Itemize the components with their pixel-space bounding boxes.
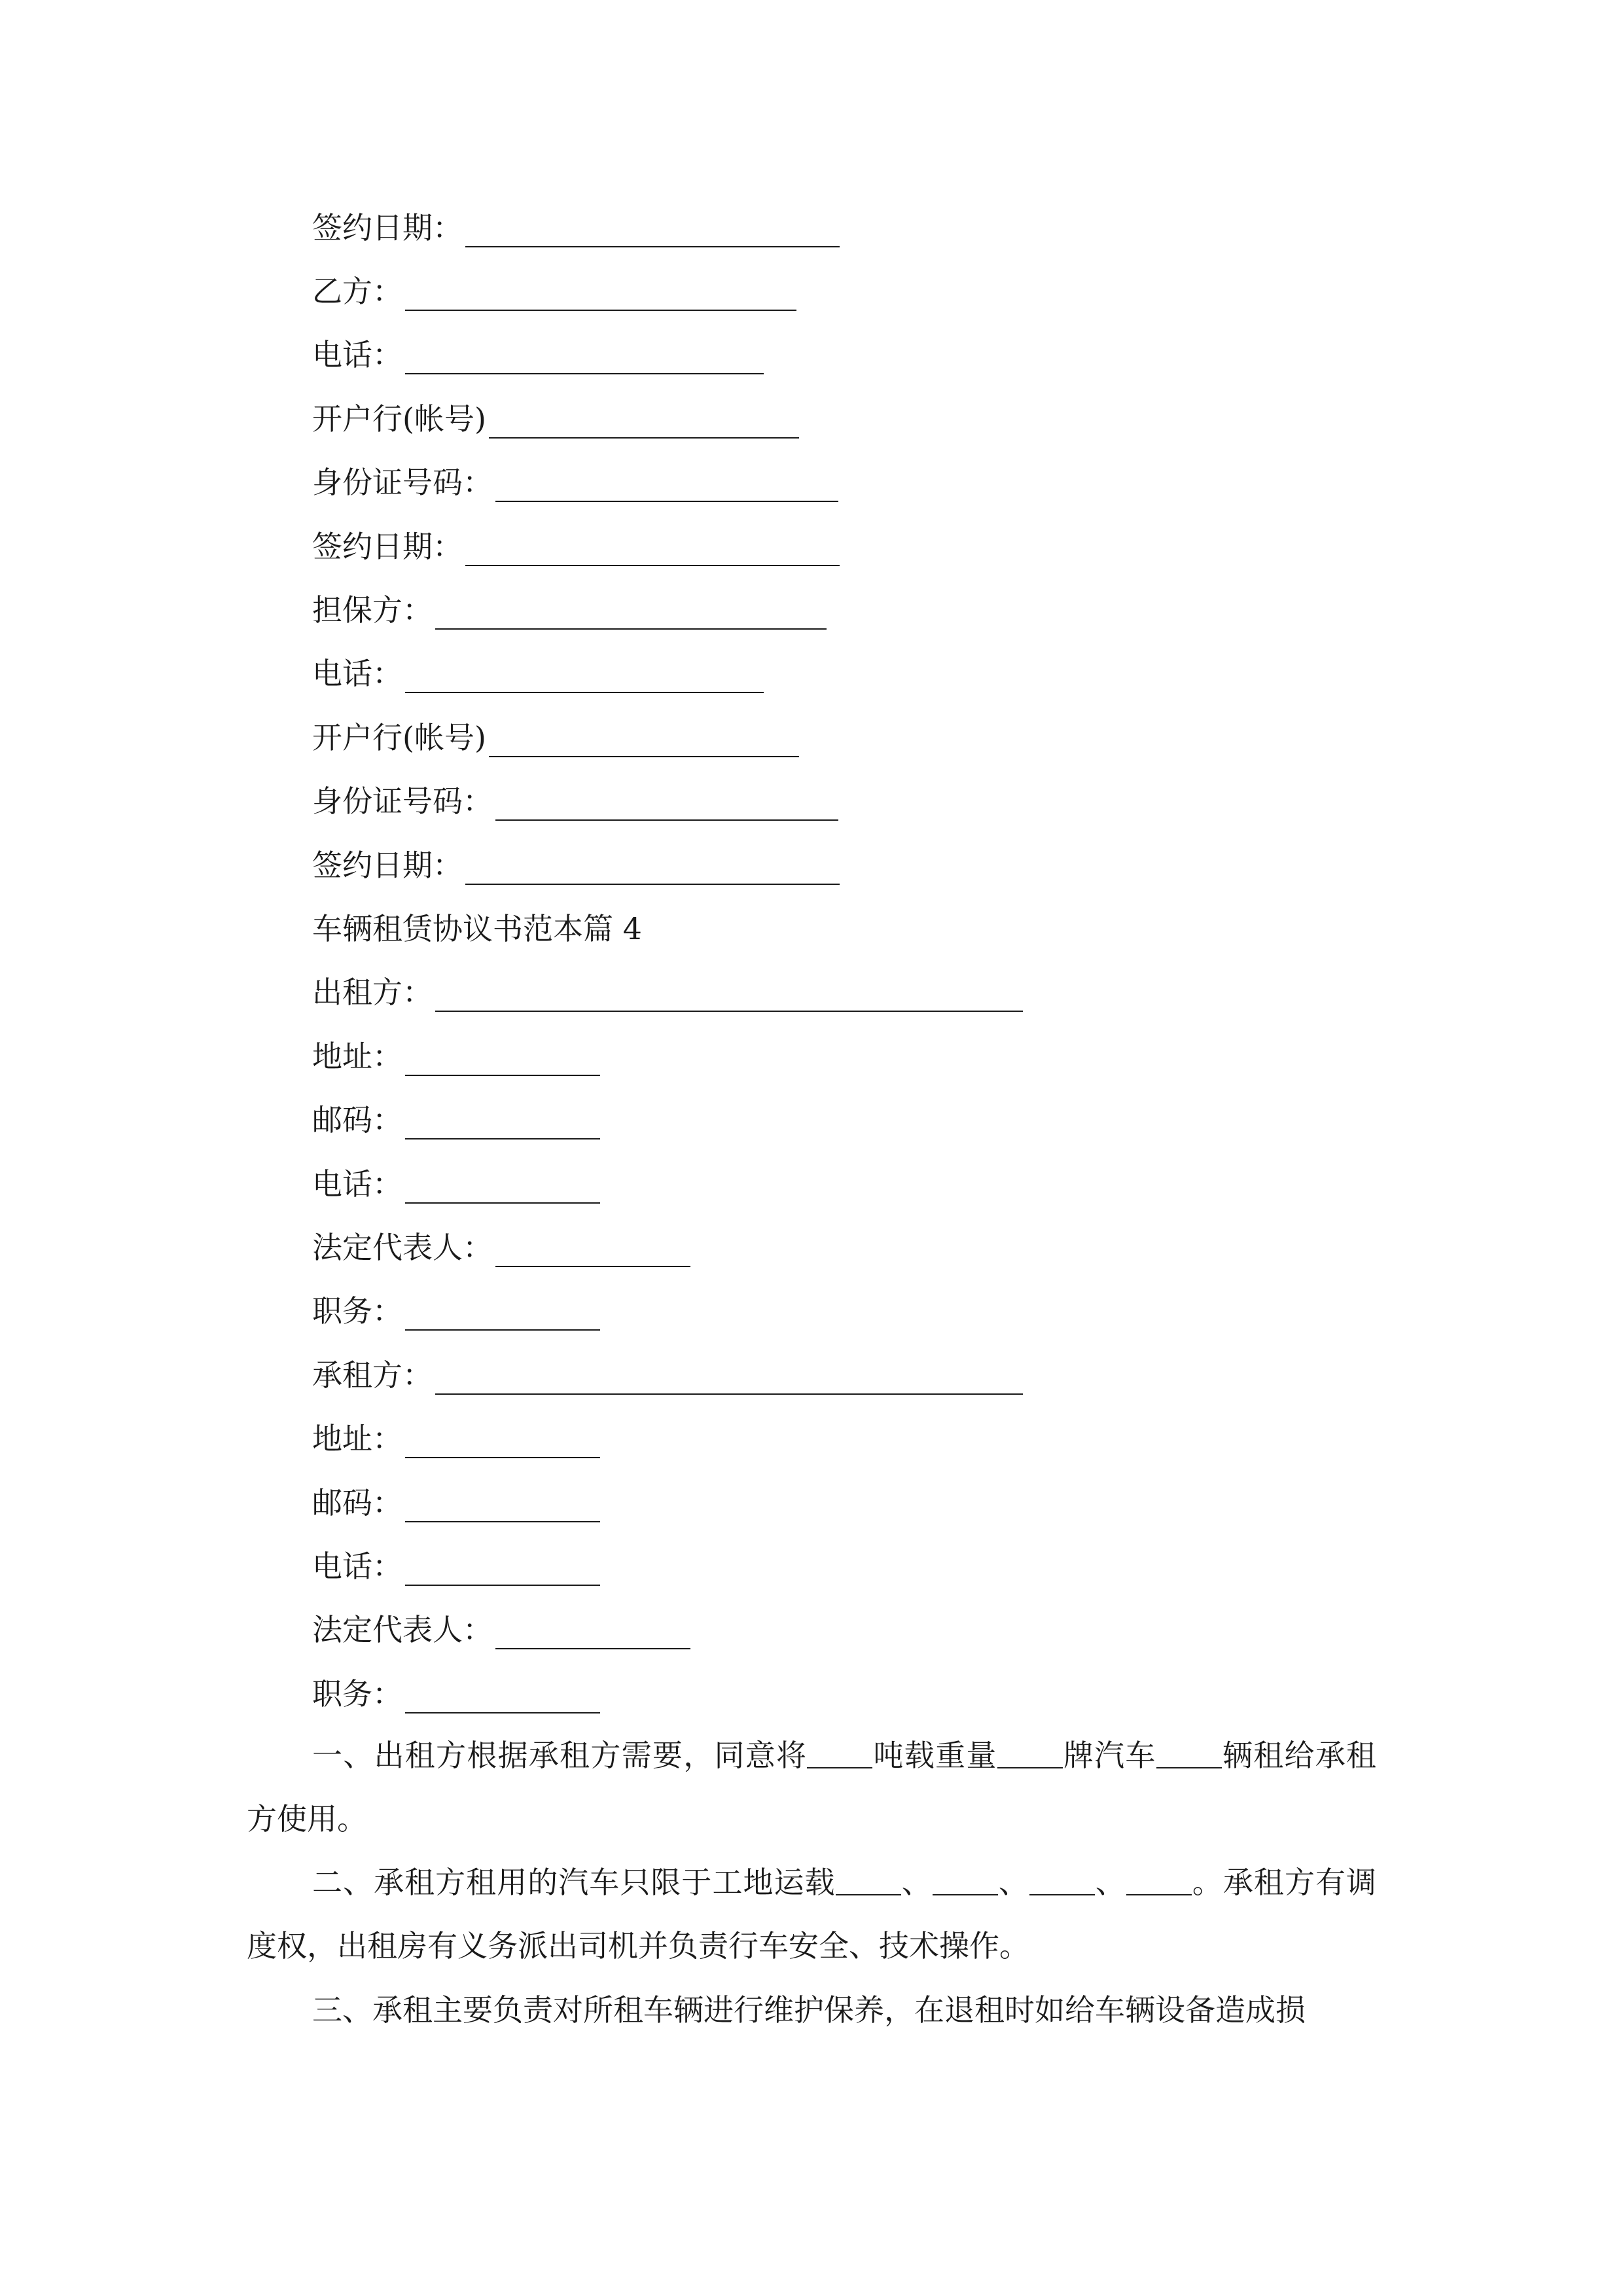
clause-text: 吨载重量 (872, 1738, 997, 1773)
guarantor-phone (312, 654, 764, 693)
guarantor-sign-date (312, 846, 840, 885)
field-label: 邮码： (312, 1102, 402, 1138)
fill-blank (405, 1046, 600, 1076)
field-label: 签约日期： (312, 848, 463, 883)
field-label: 地址： (312, 1421, 402, 1456)
fill-blank (1126, 1867, 1192, 1895)
field-label: 签约日期： (312, 210, 463, 245)
fill-blank (405, 1683, 600, 1713)
fill-blank (997, 1740, 1063, 1768)
fill-blank (405, 1428, 600, 1458)
fill-blank (489, 408, 799, 439)
fill-blank (933, 1867, 998, 1895)
party-b-bank (312, 399, 799, 439)
field-label: 邮码： (312, 1485, 402, 1520)
field-label: 出租方： (312, 975, 433, 1010)
party-b-sign-date (312, 527, 840, 566)
fill-blank (405, 281, 796, 311)
fill-blank (1029, 1867, 1095, 1895)
fill-blank (495, 1619, 690, 1649)
lessee-name (312, 1355, 1023, 1395)
clause-2 (247, 1851, 1376, 1978)
fill-blank (435, 1365, 1023, 1395)
field-label: 电话： (312, 337, 402, 372)
fill-blank (405, 1109, 600, 1139)
lessor-rep (312, 1228, 690, 1267)
clause-separator: 、 (1094, 1865, 1126, 1900)
field-label: 职务： (312, 1293, 402, 1329)
field-label: 法定代表人： (312, 1612, 493, 1647)
guarantor-id (312, 781, 838, 821)
lessee-rep (312, 1610, 690, 1649)
lessee-position (312, 1674, 600, 1713)
clause-text: 一、出租方根据承租方需要，同意将 (312, 1738, 808, 1773)
fill-blank (1156, 1740, 1222, 1768)
field-label: 职务： (312, 1676, 402, 1712)
fill-blank (405, 1174, 600, 1204)
field-label: 担保方： (312, 592, 433, 628)
fill-blank (495, 1237, 690, 1267)
section-heading: 车辆租赁协议书范本篇 4 (312, 911, 642, 946)
lessee-address (312, 1419, 600, 1458)
lessor-address (312, 1037, 600, 1076)
field-label: 签约日期： (312, 529, 463, 564)
clause-separator: 、 (901, 1865, 933, 1900)
fill-blank (495, 472, 838, 502)
party-b-name (312, 272, 796, 311)
clause-1 (247, 1724, 1376, 1851)
party-b-id (312, 463, 838, 502)
fill-blank (435, 600, 827, 630)
lessor-position (312, 1291, 600, 1331)
clause-text: 牌汽车 (1062, 1738, 1156, 1773)
fill-blank (405, 1492, 600, 1522)
field-label: 电话： (312, 1166, 402, 1202)
field-label: 乙方： (312, 274, 402, 309)
fill-blank (405, 344, 764, 374)
fill-blank (465, 217, 840, 247)
field-label: 开户行(帐号) (312, 401, 486, 437)
fill-blank (836, 1867, 901, 1895)
guarantor-name (312, 590, 827, 630)
fill-blank (807, 1740, 872, 1768)
fill-blank (495, 791, 838, 821)
field-label: 地址： (312, 1039, 402, 1074)
field-label: 电话： (312, 656, 402, 691)
lessee-phone (312, 1547, 600, 1586)
clause-text: 辆租给承租方使用。 (247, 1738, 1377, 1837)
clause-3: 三、承租主要负责对所租车辆进行维护保养，在退租时如给车辆设备造成损 (312, 1992, 1306, 2028)
fill-blank (435, 982, 1023, 1012)
clause-separator: 、 (997, 1865, 1029, 1900)
fill-blank (405, 1300, 600, 1331)
field-label: 法定代表人： (312, 1230, 493, 1265)
lessor-postcode (312, 1100, 600, 1139)
clause-text: 二、承租方租用的汽车只限于工地运载 (312, 1865, 836, 1900)
field-label: 身份证号码： (312, 783, 493, 819)
field-label: 电话： (312, 1549, 402, 1584)
lessor-phone (312, 1164, 600, 1204)
party-a-sign-date (312, 208, 840, 247)
fill-blank (405, 663, 764, 693)
field-label: 承租方： (312, 1357, 433, 1393)
fill-blank (465, 855, 840, 885)
lessee-postcode (312, 1483, 600, 1522)
fill-blank (489, 727, 799, 757)
fill-blank (405, 1556, 600, 1586)
fill-blank (465, 536, 840, 566)
party-b-phone (312, 335, 764, 374)
field-label: 开户行(帐号) (312, 720, 486, 755)
clause-text: 。承租方有调度权，出租房有义务派出司机并负责行车安全、技术操作。 (247, 1865, 1377, 1964)
guarantor-bank (312, 718, 799, 757)
field-label: 身份证号码： (312, 465, 493, 500)
lessor-name (312, 973, 1023, 1012)
